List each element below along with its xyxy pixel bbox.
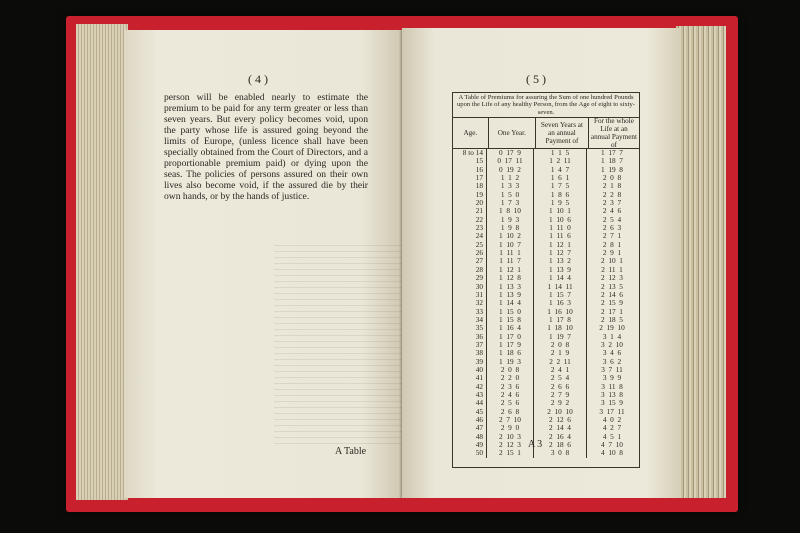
table-cell: 2 6 3 (602, 223, 622, 233)
table-cell: 1 1 2 (487, 174, 534, 182)
table-cell: 1 7 3 (487, 199, 534, 207)
table-cell: 1 7 5 (534, 182, 587, 190)
table-cell: 2 14 6 (601, 289, 623, 299)
table-cell: 32 (453, 299, 487, 307)
table-cell: 23 (453, 224, 487, 232)
table-cell: 20 (453, 199, 487, 207)
table-cell: 27 (453, 257, 487, 265)
table-cell: 48 (453, 433, 487, 441)
table-cell: 29 (453, 274, 487, 282)
table-cell: 1 10 2 (487, 232, 534, 240)
table-cell: 3 1 4 (602, 331, 622, 341)
table-cell: 2 8 1 (602, 239, 622, 249)
table-cell: 1 17 0 (487, 333, 534, 341)
table-cell: 1 13 3 (487, 283, 534, 291)
table-cell: 42 (453, 383, 487, 391)
table-cell: 1 8 6 (534, 191, 587, 199)
table-cell: 19 (453, 191, 487, 199)
table-cell: 30 (453, 283, 487, 291)
table-cell: 1 2 11 (534, 157, 587, 165)
table-cell: 1 19 8 (601, 164, 623, 174)
table-cell: 3 0 8 (534, 449, 587, 457)
table-cell: 1 4 7 (534, 166, 587, 174)
table-cell: 3 11 8 (601, 381, 623, 391)
table-cell: 2 2 11 (534, 358, 587, 366)
table-cell: 2 5 4 (534, 374, 587, 382)
table-cell: 1 15 8 (487, 316, 534, 324)
table-cell: 2 13 5 (601, 281, 623, 291)
table-cell: 3 7 11 (601, 364, 623, 374)
table-cell: 2 5 6 (487, 399, 534, 407)
table-cell: 22 (453, 216, 487, 224)
table-cell: 39 (453, 358, 487, 366)
table-cell: 1 10 6 (534, 216, 587, 224)
table-cell: 1 13 2 (534, 257, 587, 265)
table-cell: 3 17 11 (599, 406, 625, 416)
table-cell: 2 9 2 (534, 399, 587, 407)
table-cell: 1 18 7 (601, 156, 623, 166)
table-cell: 44 (453, 399, 487, 407)
table-cell: 2 16 4 (534, 433, 587, 441)
table-cell: 3 4 6 (602, 348, 622, 358)
signature-mark: A 3 (528, 439, 543, 450)
table-cell: 2 14 4 (534, 424, 587, 432)
table-cell: 2 10 1 (601, 256, 623, 266)
table-cell: 1 12 7 (534, 249, 587, 257)
table-cell: 1 17 9 (487, 341, 534, 349)
table-cell: 1 10 7 (487, 241, 534, 249)
table-cell: 25 (453, 241, 487, 249)
table-cell: 1 17 7 (601, 148, 623, 157)
table-cell: 1 9 8 (487, 224, 534, 232)
table-cell: 31 (453, 291, 487, 299)
table-cell: 2 12 3 (487, 441, 534, 449)
table-cell: 1 14 4 (487, 299, 534, 307)
table-cell: 36 (453, 333, 487, 341)
table-header (453, 118, 639, 149)
header-one-year: One Year. (489, 118, 536, 148)
table-cell: 33 (453, 308, 487, 316)
table-cell: 16 (453, 166, 487, 174)
table-cell: 46 (453, 416, 487, 424)
table-cell: 2 12 3 (601, 273, 623, 283)
table-cell: 41 (453, 374, 487, 382)
table-cell: 17 (453, 174, 487, 182)
table-cell: 2 12 6 (534, 416, 587, 424)
table-cell: 1 11 7 (487, 257, 534, 265)
table-cell: 18 (453, 182, 487, 190)
table-cell: 1 15 7 (534, 291, 587, 299)
left-page-paragraph: person will be enabled nearly to estimate the premium to be paid for any term greater or less than seven years. But every policy becomes void, upon the party whose life is assured going beyond the limits of Europe, (unless licence shall have been specially obtained from the Court of Directors, and a proportionable premium paid) or dying upon the seas. The policies of persons assured on their own lives also become void, if the assured die by their own hands, or by the hands of justice. (164, 92, 368, 202)
left-page (124, 30, 402, 498)
table-cell: 2 11 1 (601, 264, 623, 274)
table-cell: 2 7 1 (602, 231, 622, 241)
table-cell: 1 17 8 (534, 316, 587, 324)
table-cell: 1 13 9 (487, 291, 534, 299)
table-cell: 47 (453, 424, 487, 432)
left-page-edges (76, 24, 128, 500)
table-cell: 0 17 11 (487, 157, 534, 165)
table-cell: 15 (453, 157, 487, 165)
table-cell: 1 11 1 (487, 249, 534, 257)
table-cell: 2 6 8 (487, 408, 534, 416)
table-cell: 2 4 6 (487, 391, 534, 399)
table-cell: 26 (453, 249, 487, 257)
catchword: A Table (335, 446, 367, 457)
table-cell: 2 0 8 (534, 341, 587, 349)
table-cell: 0 19 2 (487, 166, 534, 174)
table-cell: 2 15 1 (487, 449, 534, 457)
header-age: Age. (453, 118, 489, 148)
table-cell: 2 9 0 (487, 424, 534, 432)
premium-table (452, 92, 640, 468)
table-cell: 37 (453, 341, 487, 349)
table-cell: 4 7 10 (601, 440, 623, 450)
table-cell: 0 17 9 (487, 149, 534, 157)
table-cell: 1 13 9 (534, 266, 587, 274)
table-cell: 3 9 9 (602, 373, 622, 383)
table-cell: 1 9 3 (487, 216, 534, 224)
table-cell: 1 14 4 (534, 274, 587, 282)
table-cell: 2 3 7 (602, 198, 622, 208)
right-page (402, 28, 680, 498)
table-cell: 1 16 10 (534, 308, 587, 316)
table-cell: 2 5 4 (602, 214, 622, 224)
table-cell: 1 5 0 (487, 191, 534, 199)
table-cell: 1 11 0 (534, 224, 587, 232)
table-cell: 1 10 1 (534, 207, 587, 215)
table-cell: 2 4 1 (534, 366, 587, 374)
table-cell: 8 to 14 (453, 149, 487, 157)
table-cell: 1 16 4 (487, 324, 534, 332)
table-cell: 24 (453, 232, 487, 240)
table-cell: 1 14 11 (534, 283, 587, 291)
table-cell: 38 (453, 349, 487, 357)
table-cell: 35 (453, 324, 487, 332)
table-cell: 1 12 1 (487, 266, 534, 274)
header-seven-years: Seven Years at an annual Payment of (536, 118, 589, 148)
show-through-text (274, 245, 402, 445)
table-cell: 1 19 3 (487, 358, 534, 366)
table-cell: 1 19 7 (534, 333, 587, 341)
table-cell: 2 2 8 (602, 189, 622, 199)
table-cell: 1 18 10 (534, 324, 587, 332)
table-row (453, 449, 639, 457)
table-cell: 2 17 1 (601, 306, 623, 316)
table-cell: 2 18 5 (601, 314, 623, 324)
table-cell: 3 2 10 (601, 339, 623, 349)
table-cell: 1 16 3 (534, 299, 587, 307)
header-whole-life: For the whole Life at an annual Payment of (590, 117, 638, 149)
table-cell: 1 6 1 (534, 174, 587, 182)
table-cell: 2 6 6 (534, 383, 587, 391)
table-cell: 1 8 10 (487, 207, 534, 215)
table-cell: 1 3 3 (487, 182, 534, 190)
table-cell: 1 1 5 (534, 149, 587, 157)
left-page-number: ( 4 ) (248, 72, 268, 86)
table-cell: 2 7 10 (487, 416, 534, 424)
table-cell: 4 0 2 (602, 415, 622, 424)
table-cell: 4 2 7 (602, 423, 622, 433)
table-cell: 2 19 10 (599, 323, 625, 333)
table-cell: 2 3 6 (487, 383, 534, 391)
table-cell: 2 1 9 (534, 349, 587, 357)
table-cell: 3 15 9 (601, 398, 623, 408)
table-cell: 4 5 1 (602, 431, 622, 441)
table-cell: 1 18 6 (487, 349, 534, 357)
table-cell: 2 10 3 (487, 433, 534, 441)
table-cell: 2 4 6 (602, 206, 622, 216)
table-cell: 1 15 0 (487, 308, 534, 316)
table-caption: A Table of Premiums for assuring the Sum of one hundred Pounds upon the Life of any healthy Person, from the Age of eight to sixty-seven. (453, 93, 639, 118)
table-cell: 2 1 8 (602, 181, 622, 191)
table-cell: 2 7 9 (534, 391, 587, 399)
table-cell: 2 0 8 (487, 366, 534, 374)
table-cell: 2 15 9 (601, 298, 623, 308)
table-cell: 40 (453, 366, 487, 374)
table-cell: 50 (453, 449, 487, 457)
table-cell: 2 9 1 (602, 248, 622, 258)
table-cell: 28 (453, 266, 487, 274)
table-cell: 21 (453, 207, 487, 215)
table-cell: 34 (453, 316, 487, 324)
table-body (453, 149, 639, 458)
table-cell: 43 (453, 391, 487, 399)
table-cell: 1 12 8 (487, 274, 534, 282)
table-cell: 2 2 0 (487, 374, 534, 382)
table-cell: 49 (453, 441, 487, 449)
right-page-number: ( 5 ) (526, 72, 546, 86)
right-page-edges (676, 26, 726, 498)
table-cell: 2 18 6 (534, 441, 587, 449)
table-cell: 1 11 6 (534, 232, 587, 240)
table-cell: 45 (453, 408, 487, 416)
table-cell: 4 10 8 (601, 448, 623, 458)
table-cell: 1 9 5 (534, 199, 587, 207)
table-cell: 3 13 8 (601, 389, 623, 399)
table-cell: 2 10 10 (534, 408, 587, 416)
table-cell: 1 12 1 (534, 241, 587, 249)
table-cell: 2 0 8 (602, 173, 622, 183)
table-cell: 3 6 2 (602, 356, 622, 366)
